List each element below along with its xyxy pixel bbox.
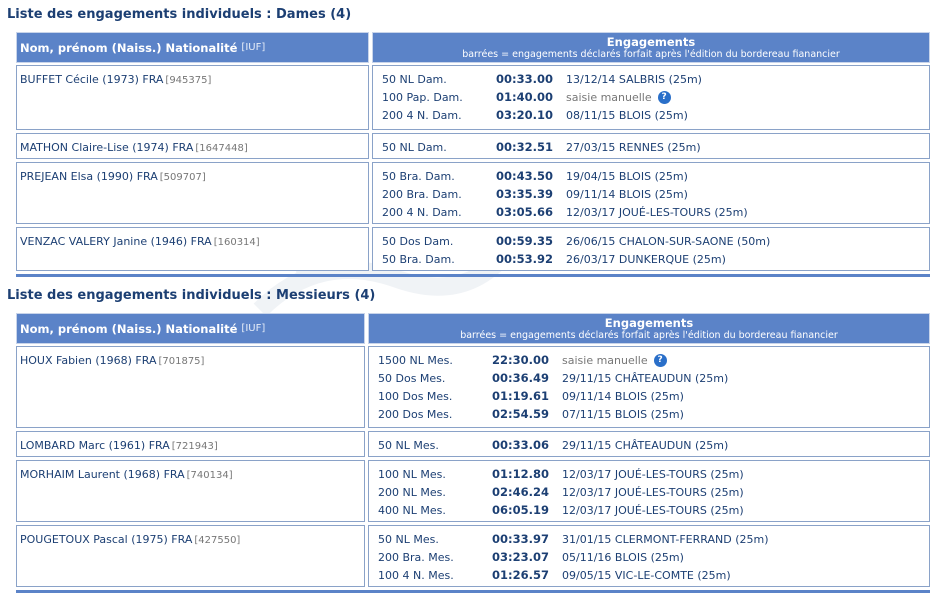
swimmer-name: BUFFET Cécile (1973) FRA [20, 73, 164, 86]
table-footer-bar [16, 274, 930, 277]
messieurs-section-title: Liste des engagements individuels : Messieurs (4) [7, 288, 376, 303]
swimmer-name: MATHON Claire-Lise (1974) FRA [20, 141, 194, 154]
event-name: 1500 NL Mes. [378, 353, 453, 367]
iuf-header-label: [IUF] [241, 42, 266, 53]
entry-time: 06:05.19 [492, 503, 549, 517]
entry-info: 07/11/15 BLOIS (25m) [562, 407, 684, 421]
event-name: 50 Bra. Dam. [382, 252, 455, 266]
dames-section-title: Liste des engagements individuels : Dames (4) [7, 7, 352, 22]
engagements-header-title: Engagements [604, 316, 694, 330]
entry-time: 00:43.50 [496, 169, 553, 183]
engagements-cell [372, 162, 930, 224]
engagement-line [382, 250, 929, 268]
engagements-cell [372, 227, 930, 271]
engagement-line [382, 138, 929, 156]
swimmer-name: HOUX Fabien (1968) FRA [20, 354, 157, 367]
event-name: 50 Dos Mes. [378, 371, 446, 385]
entry-time: 00:59.35 [496, 234, 553, 248]
messieurs-table [16, 313, 930, 593]
name-column-header [16, 32, 369, 63]
swimmer-iuf: [945375] [165, 75, 212, 86]
entry-time: 00:36.49 [492, 371, 549, 385]
entry-time: 03:35.39 [496, 187, 553, 201]
dames-table [16, 32, 930, 277]
entry-time: 22:30.00 [492, 353, 549, 367]
name-header-label: Nom, prénom (Naiss.) Nationalité [20, 321, 238, 336]
engagement-line [382, 185, 929, 203]
table-row [16, 525, 930, 587]
entry-info: 12/03/17 JOUÉ-LES-TOURS (25m) [562, 485, 744, 499]
engagement-line [378, 405, 929, 423]
entry-info: 09/05/15 VIC-LE-COMTE (25m) [562, 568, 731, 582]
swimmer-iuf: [160314] [213, 237, 260, 248]
entry-time: 02:46.24 [492, 485, 549, 499]
entry-info: 13/12/14 SALBRIS (25m) [566, 72, 702, 86]
entry-time: 01:26.57 [492, 568, 549, 582]
swimmer-iuf: [1647448] [195, 143, 248, 154]
engagement-line [378, 530, 929, 548]
table-row [16, 133, 930, 159]
engagement-line [378, 436, 929, 454]
swimmer-name-cell [16, 65, 369, 130]
swimmer-name: MORHAIM Laurent (1968) FRA [20, 468, 185, 481]
swimmer-name-cell [16, 460, 365, 522]
entry-time: 00:33.97 [492, 532, 549, 546]
engagement-line [378, 351, 929, 369]
event-name: 100 Pap. Dam. [382, 90, 463, 104]
entry-time: 00:33.00 [496, 72, 553, 86]
help-icon[interactable]: ? [658, 91, 671, 104]
entry-info: saisie manuelle [566, 90, 652, 104]
entry-time: 00:33.06 [492, 438, 549, 452]
entry-info: 09/11/14 BLOIS (25m) [562, 389, 684, 403]
event-name: 50 NL Mes. [378, 438, 439, 452]
entry-info: 12/03/17 JOUÉ-LES-TOURS (25m) [562, 503, 744, 517]
event-name: 50 NL Mes. [378, 532, 439, 546]
engagements-cell [368, 431, 930, 457]
help-icon[interactable]: ? [654, 354, 667, 367]
event-name: 200 Bra. Mes. [378, 550, 454, 564]
event-name: 200 NL Mes. [378, 485, 446, 499]
event-name: 200 4 N. Dam. [382, 108, 462, 122]
event-name: 50 Dos Dam. [382, 234, 454, 248]
iuf-header-label: [IUF] [241, 323, 266, 334]
engagement-line [382, 106, 929, 124]
engagements-column-header [368, 313, 930, 344]
engagement-line [378, 501, 929, 519]
engagement-line [382, 203, 929, 221]
table-footer-bar [16, 590, 930, 593]
engagements-cell [372, 133, 930, 159]
event-name: 50 NL Dam. [382, 140, 447, 154]
entry-info: 29/11/15 CHÂTEAUDUN (25m) [562, 438, 729, 452]
swimmer-iuf: [701875] [158, 356, 205, 367]
engagements-header-subtitle: barrées = engagements déclarés forfait après l'édition du bordereau fianancier [462, 49, 840, 60]
event-name: 200 4 N. Dam. [382, 205, 462, 219]
entry-time: 01:19.61 [492, 389, 549, 403]
entry-info: 19/04/15 BLOIS (25m) [566, 169, 688, 183]
entry-info: 12/03/17 JOUÉ-LES-TOURS (25m) [566, 205, 748, 219]
swimmer-iuf: [740134] [186, 470, 233, 481]
entry-info: 26/06/15 CHALON-SUR-SAONE (50m) [566, 234, 771, 248]
table-row [16, 162, 930, 224]
table-row [16, 227, 930, 271]
table-row [16, 460, 930, 522]
engagements-column-header [372, 32, 930, 63]
entry-time: 03:20.10 [496, 108, 553, 122]
engagement-line [382, 167, 929, 185]
swimmer-iuf: [509707] [159, 172, 206, 183]
engagement-line [378, 566, 929, 584]
engagement-line [382, 88, 929, 106]
swimmer-name-cell [16, 227, 369, 271]
table-row [16, 431, 930, 457]
engagements-cell [368, 346, 930, 428]
engagement-line [378, 369, 929, 387]
swimmer-name: VENZAC VALERY Janine (1946) FRA [20, 235, 212, 248]
entry-time: 00:32.51 [496, 140, 553, 154]
event-name: 100 Dos Mes. [378, 389, 453, 403]
entry-time: 00:53.92 [496, 252, 553, 266]
event-name: 100 4 N. Mes. [378, 568, 454, 582]
event-name: 200 Dos Mes. [378, 407, 453, 421]
entry-info: 27/03/15 RENNES (25m) [566, 140, 701, 154]
engagement-line [378, 483, 929, 501]
swimmer-name-cell [16, 346, 365, 428]
engagement-line [378, 548, 929, 566]
entry-info: 29/11/15 CHÂTEAUDUN (25m) [562, 371, 729, 385]
swimmer-iuf: [721943] [171, 441, 218, 452]
entry-time: 03:23.07 [492, 550, 549, 564]
event-name: 400 NL Mes. [378, 503, 446, 517]
entry-time: 01:40.00 [496, 90, 553, 104]
swimmer-name-cell [16, 525, 365, 587]
event-name: 50 Bra. Dam. [382, 169, 455, 183]
entry-info: saisie manuelle [562, 353, 648, 367]
entry-time: 02:54.59 [492, 407, 549, 421]
table-row [16, 346, 930, 428]
name-column-header [16, 313, 365, 344]
entry-time: 01:12.80 [492, 467, 549, 481]
entry-info: 31/01/15 CLERMONT-FERRAND (25m) [562, 532, 769, 546]
swimmer-iuf: [427550] [194, 535, 241, 546]
swimmer-name-cell [16, 431, 365, 457]
table-header [16, 32, 930, 63]
engagement-line [378, 465, 929, 483]
engagements-header-title: Engagements [606, 35, 696, 49]
event-name: 200 Bra. Dam. [382, 187, 462, 201]
table-header [16, 313, 930, 344]
engagement-line [382, 232, 929, 250]
engagement-line [378, 387, 929, 405]
swimmer-name: POUGETOUX Pascal (1975) FRA [20, 533, 193, 546]
swimmer-name: PREJEAN Elsa (1990) FRA [20, 170, 158, 183]
entry-time: 03:05.66 [496, 205, 553, 219]
swimmer-name: LOMBARD Marc (1961) FRA [20, 439, 170, 452]
entry-info: 08/11/15 BLOIS (25m) [566, 108, 688, 122]
engagement-line [382, 70, 929, 88]
entry-info: 09/11/14 BLOIS (25m) [566, 187, 688, 201]
entry-info: 05/11/16 BLOIS (25m) [562, 550, 684, 564]
entry-info: 12/03/17 JOUÉ-LES-TOURS (25m) [562, 467, 744, 481]
name-header-label: Nom, prénom (Naiss.) Nationalité [20, 40, 238, 55]
engagements-header-subtitle: barrées = engagements déclarés forfait après l'édition du bordereau fianancier [460, 330, 838, 341]
event-name: 50 NL Dam. [382, 72, 447, 86]
engagements-cell [368, 460, 930, 522]
swimmer-name-cell [16, 133, 369, 159]
entry-info: 26/03/17 DUNKERQUE (25m) [566, 252, 726, 266]
table-row [16, 65, 930, 130]
swimmer-name-cell [16, 162, 369, 224]
event-name: 100 NL Mes. [378, 467, 446, 481]
engagements-cell [368, 525, 930, 587]
engagements-cell [372, 65, 930, 130]
